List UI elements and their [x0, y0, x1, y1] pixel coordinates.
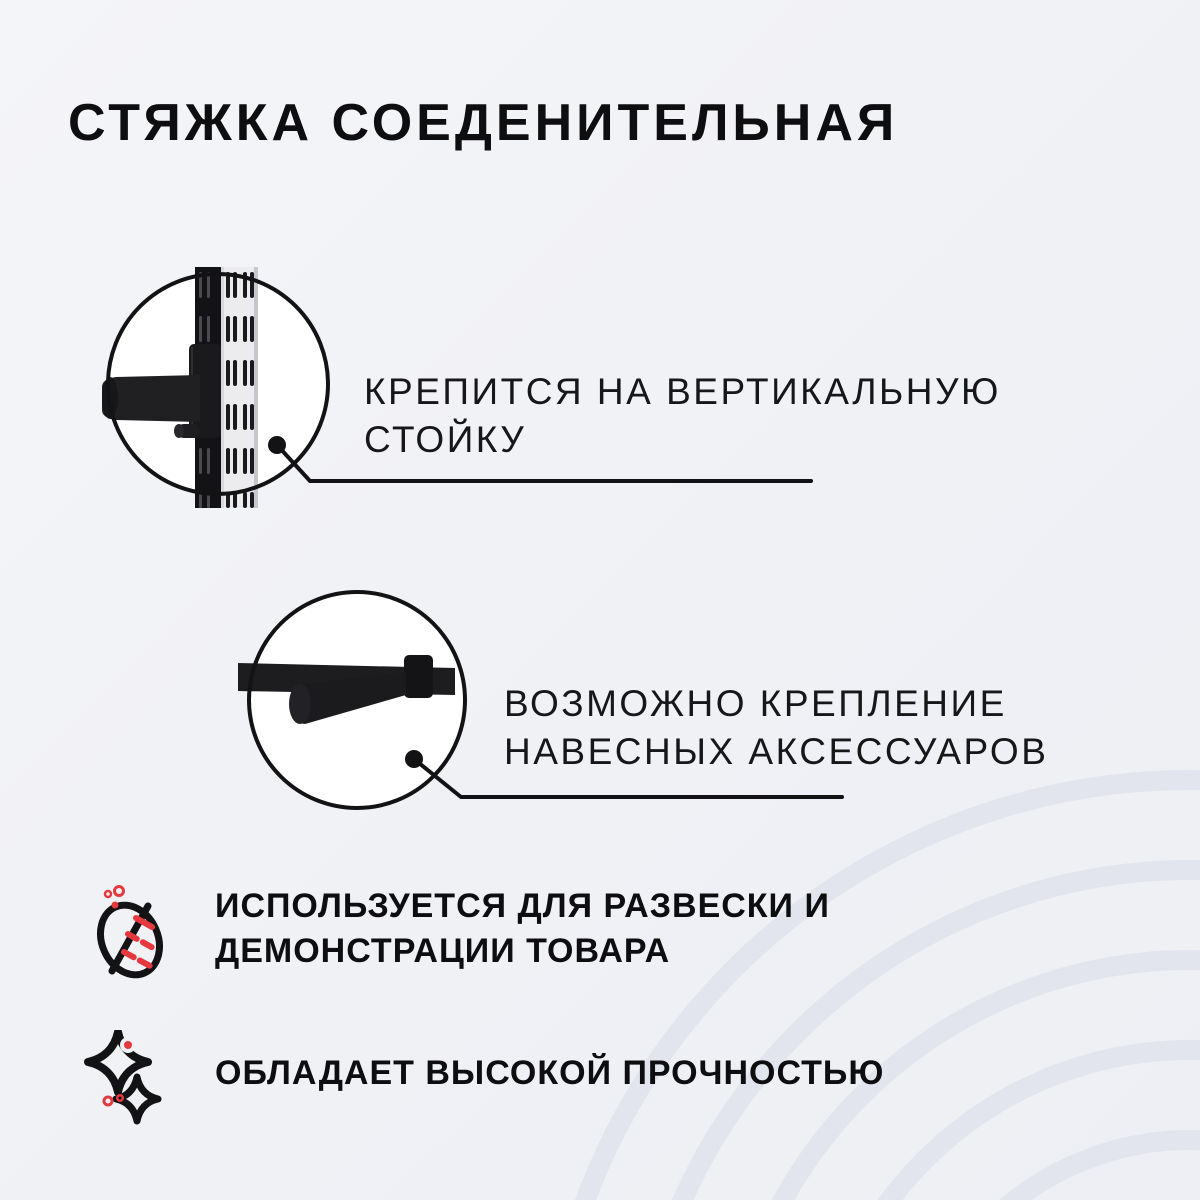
callout-1-text: [364, 368, 1001, 464]
callout-2-text: [504, 680, 1048, 776]
feature-1-line-1: ИСПОЛЬЗУЕТСЯ ДЛЯ РАЗВЕСКИ И: [215, 887, 830, 925]
callout-2-line-2: НАВЕСНЫХ АКСЕССУАРОВ: [504, 731, 1049, 772]
feature-2-text: [215, 1051, 884, 1096]
feature-1-text: [215, 884, 830, 974]
feature-2-line-1: ОБЛАДАЕТ ВЫСОКОЙ ПРОЧНОСТЬЮ: [215, 1054, 885, 1092]
page-title: СТЯЖКА СОЕДЕНИТЕЛЬНАЯ: [68, 94, 899, 152]
feature-1-line-2: ДЕМОНСТРАЦИИ ТОВАРА: [215, 932, 671, 970]
bean-strikethrough-icon: [88, 878, 178, 983]
callout-1-line-1: КРЕПИТСЯ НА ВЕРТИКАЛЬНУЮ: [364, 371, 1001, 412]
callout-1-line-2: СТОЙКУ: [364, 419, 527, 460]
callout-2-line-1: ВОЗМОЖНО КРЕПЛЕНИЕ: [504, 683, 1007, 724]
accessory-clamp-photo: [404, 655, 433, 698]
sparkles-icon: [80, 1030, 175, 1125]
